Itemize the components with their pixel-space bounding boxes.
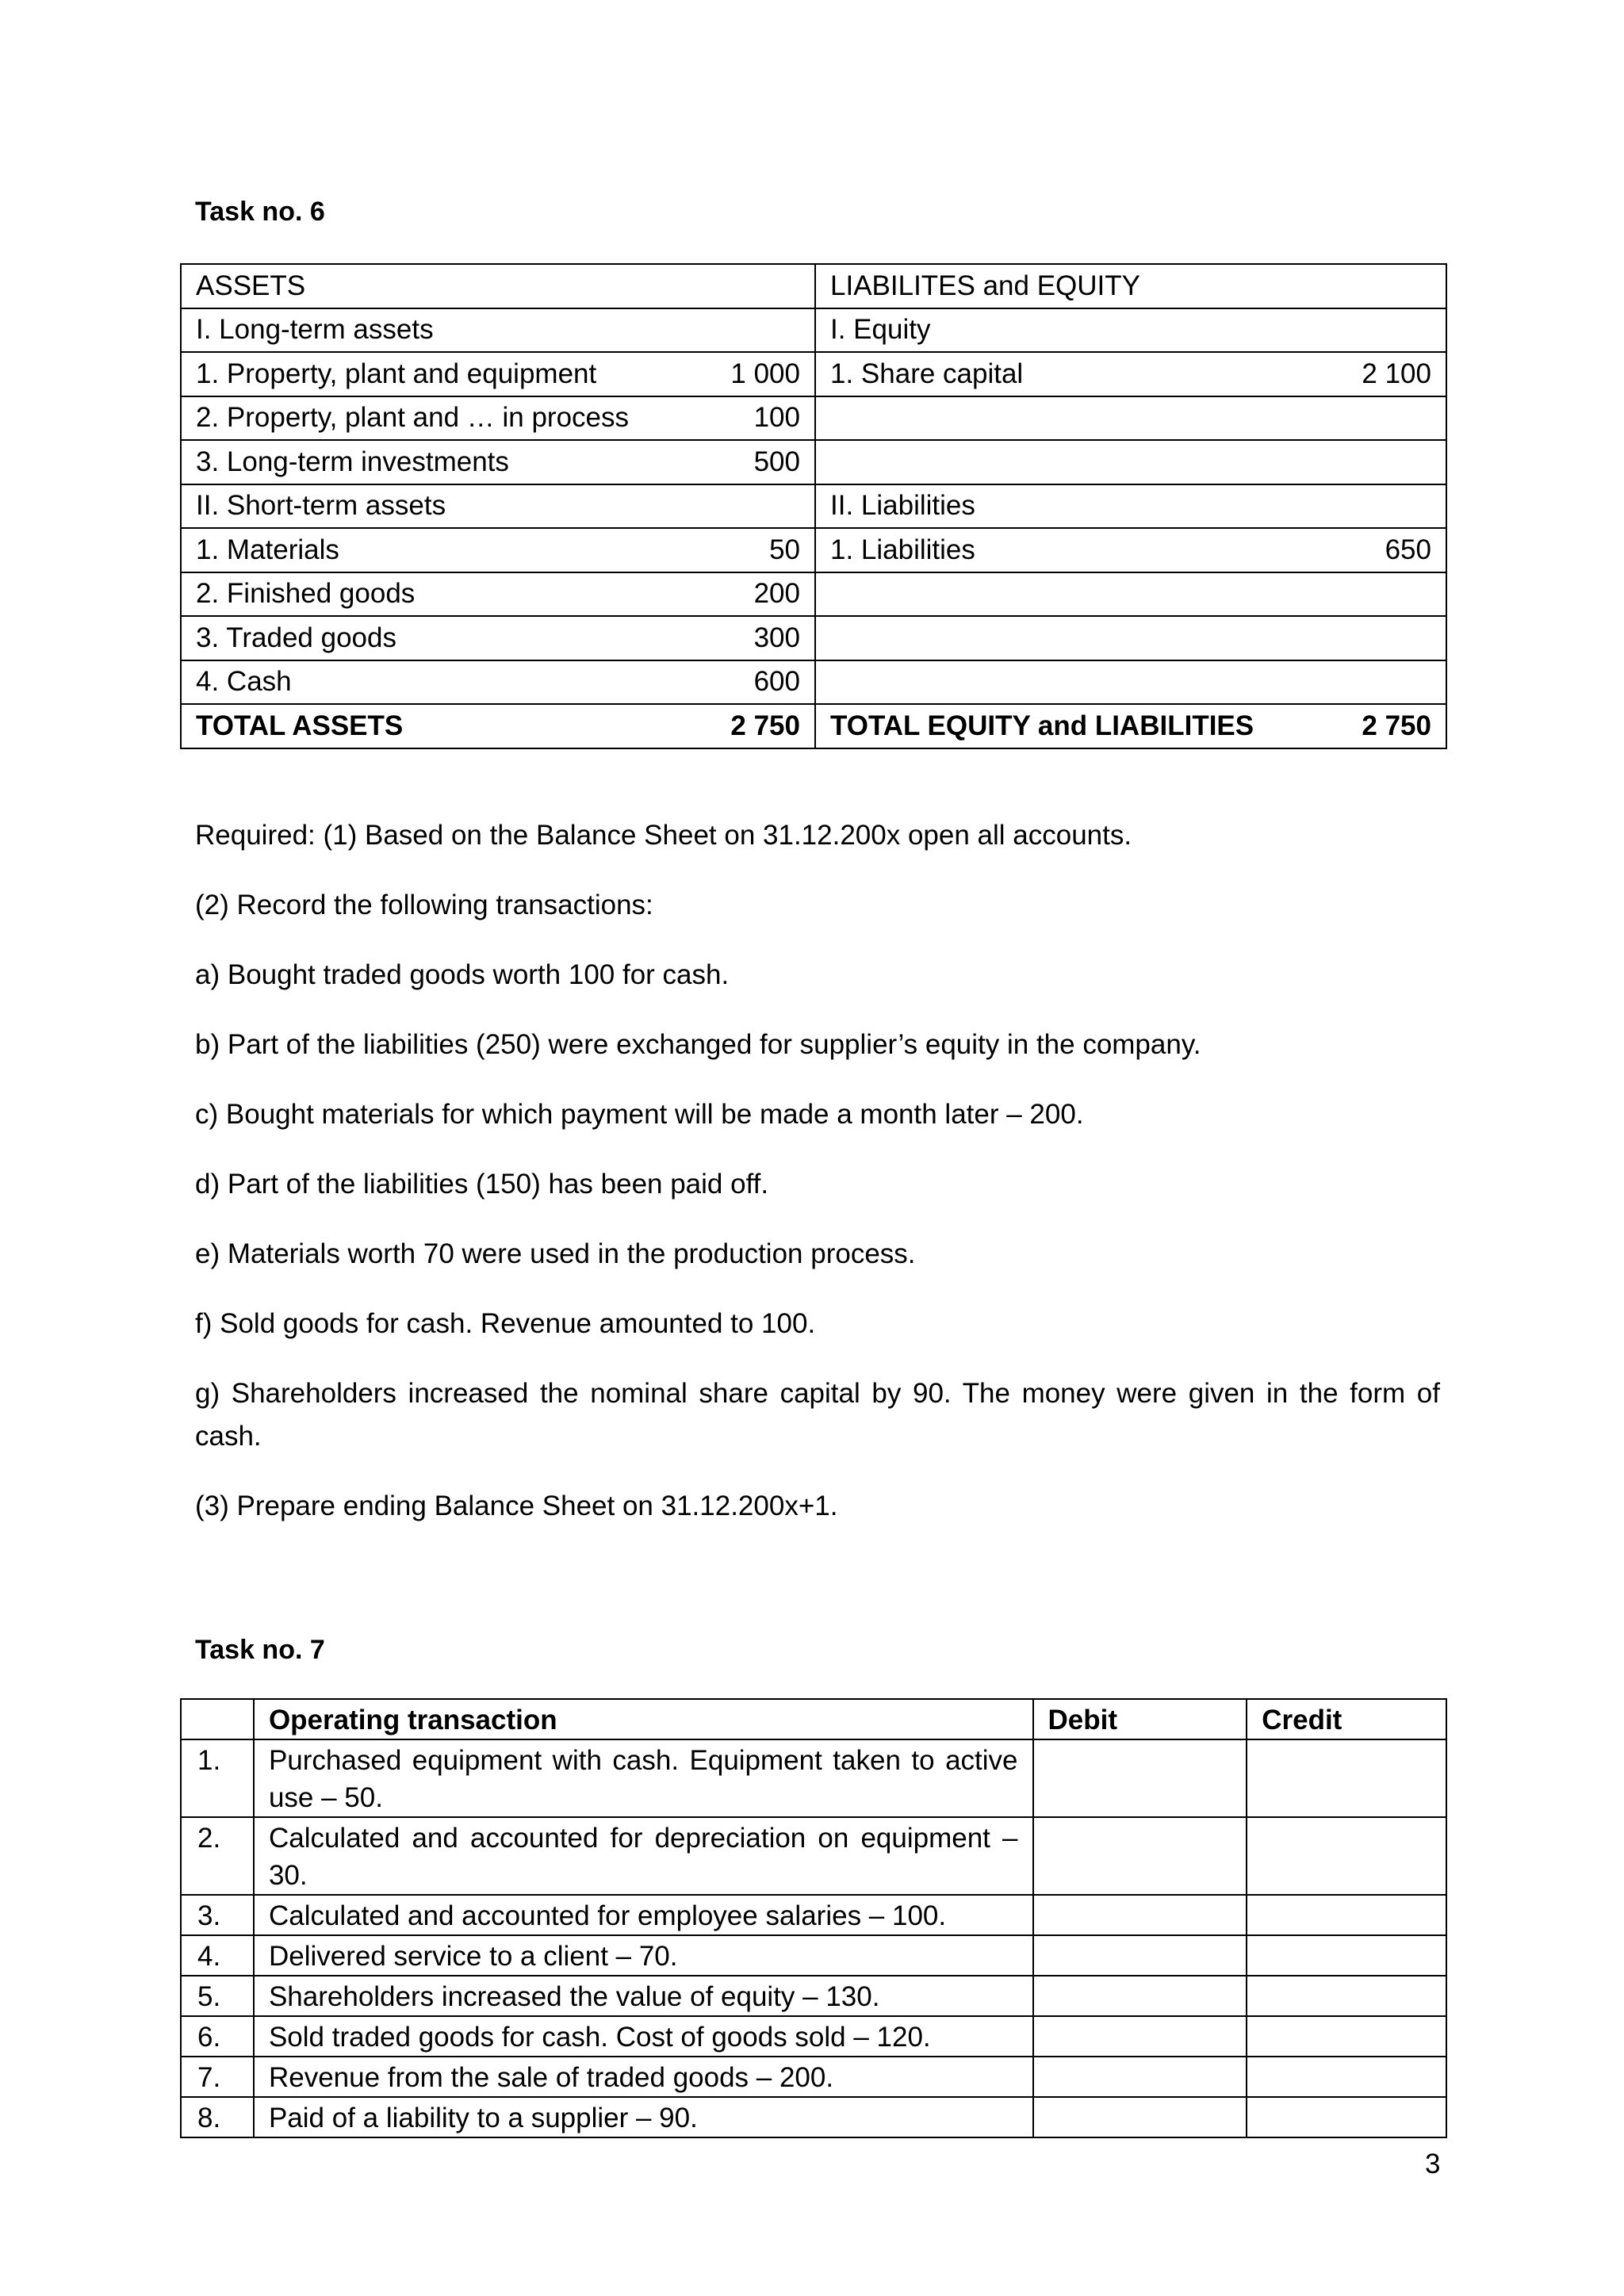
debit-cell	[1033, 1976, 1247, 2016]
table-row	[181, 1817, 1446, 1895]
table-row	[181, 308, 1446, 353]
transaction-item: g) Shareholders increased the nominal share capital by 90. The money were given in the form of cash.	[195, 1378, 1440, 1452]
table-row	[181, 396, 1446, 441]
instruction-text: (3) Prepare ending Balance Sheet on 31.12.200x+1.	[195, 1490, 838, 1521]
liabilities-cell: II. Liabilities	[815, 484, 1446, 529]
transaction-text: Calculated and accounted for depreciation on equipment – 30.	[254, 1817, 1033, 1895]
debit-cell	[1033, 2016, 1247, 2057]
row-number: 6.	[181, 2016, 254, 2057]
table-row	[181, 1895, 1446, 1935]
table-row	[181, 352, 1446, 396]
liabilities-cell	[815, 660, 1446, 705]
table-row	[181, 572, 1446, 617]
row-number: 2.	[181, 1817, 254, 1895]
instruction-text: (2) Record the following transactions:	[195, 890, 653, 920]
liabilities-cell	[815, 616, 1446, 660]
debit-cell	[1033, 1817, 1247, 1895]
table-row	[181, 484, 1446, 529]
table-row	[181, 440, 1446, 484]
row-number: 1.	[181, 1739, 254, 1817]
credit-cell	[1247, 1935, 1446, 1976]
transaction-item: e) Materials worth 70 were used in the production process.	[195, 1238, 916, 1269]
row-number: 8.	[181, 2097, 254, 2137]
credit-cell	[1247, 1976, 1446, 2016]
assets-cell: 4. Cash 600	[181, 660, 815, 705]
transaction-text: Shareholders increased the value of equity – 130.	[254, 1976, 1033, 2016]
total-row	[181, 704, 1446, 748]
header-number	[181, 1699, 254, 1739]
transaction-text: Delivered service to a client – 70.	[254, 1935, 1033, 1976]
transaction-text: Calculated and accounted for employee salaries – 100.	[254, 1895, 1033, 1935]
table-row	[181, 1739, 1446, 1817]
liabilities-cell: LIABILITES and EQUITY	[815, 264, 1446, 308]
table-row	[181, 1976, 1446, 2016]
table-row	[181, 2016, 1446, 2057]
header-debit: Debit	[1033, 1699, 1247, 1739]
row-number: 3.	[181, 1895, 254, 1935]
table-row	[181, 660, 1446, 705]
row-number: 5.	[181, 1976, 254, 2016]
row-number: 4.	[181, 1935, 254, 1976]
transaction-text: Paid of a liability to a supplier – 90.	[254, 2097, 1033, 2137]
transaction-text: Revenue from the sale of traded goods – 200.	[254, 2057, 1033, 2097]
table-row	[181, 1935, 1446, 1976]
transaction-item: f) Sold goods for cash. Revenue amounted to 100.	[195, 1308, 816, 1339]
liabilities-cell	[815, 396, 1446, 441]
required-text: Required: (1) Based on the Balance Sheet on 31.12.200x open all accounts.	[195, 820, 1132, 851]
header-operating-transaction: Operating transaction	[254, 1699, 1033, 1739]
liabilities-cell: I. Equity	[815, 308, 1446, 353]
liabilities-cell	[815, 572, 1446, 617]
debit-cell	[1033, 1935, 1247, 1976]
assets-cell: I. Long-term assets	[181, 308, 815, 353]
table-row	[181, 2057, 1446, 2097]
assets-cell: 3. Long-term investments 500	[181, 440, 815, 484]
debit-cell	[1033, 1895, 1247, 1935]
debit-cell	[1033, 2097, 1247, 2137]
transaction-text: Purchased equipment with cash. Equipment taken to active use – 50.	[254, 1739, 1033, 1817]
credit-cell	[1247, 2057, 1446, 2097]
transaction-item: d) Part of the liabilities (150) has been paid off.	[195, 1169, 769, 1200]
transactions-table	[180, 1698, 1447, 2138]
transaction-item: a) Bought traded goods worth 100 for cash.	[195, 959, 730, 990]
debit-cell	[1033, 2057, 1247, 2097]
credit-cell	[1247, 2016, 1446, 2057]
assets-cell: 1. Property, plant and equipment 1 000	[181, 352, 815, 396]
assets-cell: 2. Finished goods 200	[181, 572, 815, 617]
page-number: 3	[1425, 2149, 1441, 2179]
assets-cell: II. Short-term assets	[181, 484, 815, 529]
table-header-row	[181, 1699, 1446, 1739]
debit-cell	[1033, 1739, 1247, 1817]
credit-cell	[1247, 1817, 1446, 1895]
task7-title: Task no. 7	[195, 1635, 325, 1665]
row-number: 7.	[181, 2057, 254, 2097]
table-row	[181, 528, 1446, 572]
assets-cell: 3. Traded goods 300	[181, 616, 815, 660]
credit-cell	[1247, 1895, 1446, 1935]
table-row	[181, 264, 1446, 308]
assets-cell: 1. Materials 50	[181, 528, 815, 572]
liabilities-cell	[815, 440, 1446, 484]
header-credit: Credit	[1247, 1699, 1446, 1739]
liabilities-cell: 1. Share capital 2 100	[815, 352, 1446, 396]
task6-title: Task no. 6	[195, 197, 325, 227]
total-equity-liabilities-cell: TOTAL EQUITY and LIABILITIES 2 750	[815, 704, 1446, 748]
total-assets-cell: TOTAL ASSETS 2 750	[181, 704, 815, 748]
table-row	[181, 616, 1446, 660]
transaction-item: b) Part of the liabilities (250) were exchanged for supplier’s equity in the company.	[195, 1029, 1201, 1060]
assets-cell: 2. Property, plant and … in process 100	[181, 396, 815, 441]
credit-cell	[1247, 1739, 1446, 1817]
transaction-text: Sold traded goods for cash. Cost of goods sold – 120.	[254, 2016, 1033, 2057]
transaction-item: c) Bought materials for which payment will be made a month later – 200.	[195, 1099, 1084, 1130]
liabilities-cell: 1. Liabilities 650	[815, 528, 1446, 572]
table-row	[181, 2097, 1446, 2137]
credit-cell	[1247, 2097, 1446, 2137]
balance-sheet-table	[180, 263, 1447, 749]
assets-cell: ASSETS	[181, 264, 815, 308]
